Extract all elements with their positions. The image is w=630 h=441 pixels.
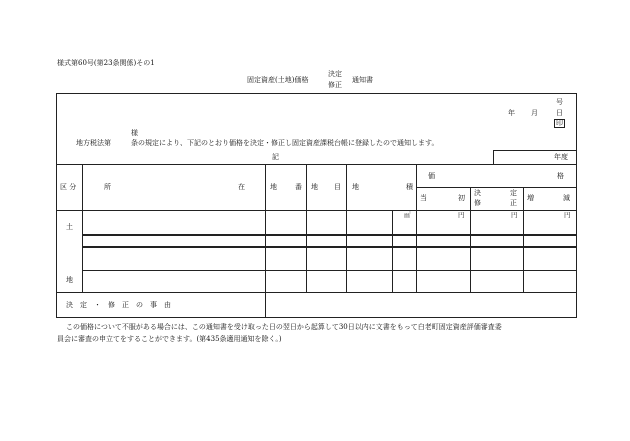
header-kettei-1: 決 <box>474 189 481 197</box>
header-shozai-2: 在 <box>238 183 245 191</box>
title-suffix: 通知書 <box>352 76 373 84</box>
header-chimoku-1: 地 <box>311 183 318 191</box>
notice-body: 条の規定により、下記のとおり価格を決定・修正し固定資産課税台帳に登録したので通知します。 <box>131 139 439 147</box>
ki-label: 記 <box>272 153 279 161</box>
row-label-tsuchi: 土 <box>66 223 73 231</box>
header-kakaku-1: 価 <box>428 172 435 180</box>
header-chiban-1: 地 <box>270 183 277 191</box>
unit-area: ㎡ <box>404 211 411 219</box>
reason-label: 決 定 ・ 修 正 の 事 由 <box>66 301 171 309</box>
stamp-mark: 印 <box>556 119 563 127</box>
header-kettei-2: 修 <box>474 199 481 207</box>
footer-note-line-2: 員会に審査の申立てをすることができます。(第435条適用通知を除く。) <box>57 335 282 343</box>
header-kakaku-2: 格 <box>557 172 564 180</box>
title-option-kettei: 決定 <box>328 70 342 78</box>
form-number: 様式第60号(第23条関係)その1 <box>57 59 155 67</box>
header-kettei-4: 正 <box>510 199 517 207</box>
law-prefix: 地方税法第 <box>76 139 111 147</box>
number-label: 号 <box>556 98 563 106</box>
nendo-label: 年度 <box>554 153 568 161</box>
year-label: 年 <box>508 109 515 117</box>
header-chiseki-2: 積 <box>406 183 413 191</box>
header-zougen-1: 増 <box>527 194 534 202</box>
header-shozai-1: 所 <box>104 183 111 191</box>
row-label-chi: 地 <box>66 276 73 284</box>
header-chimoku-2: 目 <box>334 183 341 191</box>
title-option-shusei: 修正 <box>328 81 342 89</box>
header-zougen-2: 減 <box>563 194 570 202</box>
header-tousho-2: 初 <box>458 194 465 202</box>
day-label: 日 <box>556 109 563 117</box>
addressee-honorific: 様 <box>131 129 138 137</box>
month-label: 月 <box>531 109 538 117</box>
title-prefix: 固定資産(土地)価格 <box>247 76 309 84</box>
unit-yen-tousho: 円 <box>458 211 465 219</box>
header-tousho-1: 当 <box>420 194 427 202</box>
header-chiseki-1: 地 <box>352 183 359 191</box>
unit-yen-zougen: 円 <box>564 211 571 219</box>
header-chiban-2: 番 <box>295 183 302 191</box>
footer-note-line-1: この価格について不服がある場合には、この通知書を受け取った日の翌日から起算して30日以内に文書をもって白老町固定資産評価審査委 <box>66 323 502 331</box>
header-kubun: 区 分 <box>60 183 77 191</box>
header-kettei-3: 定 <box>510 189 517 197</box>
unit-yen-kettei: 円 <box>511 211 518 219</box>
